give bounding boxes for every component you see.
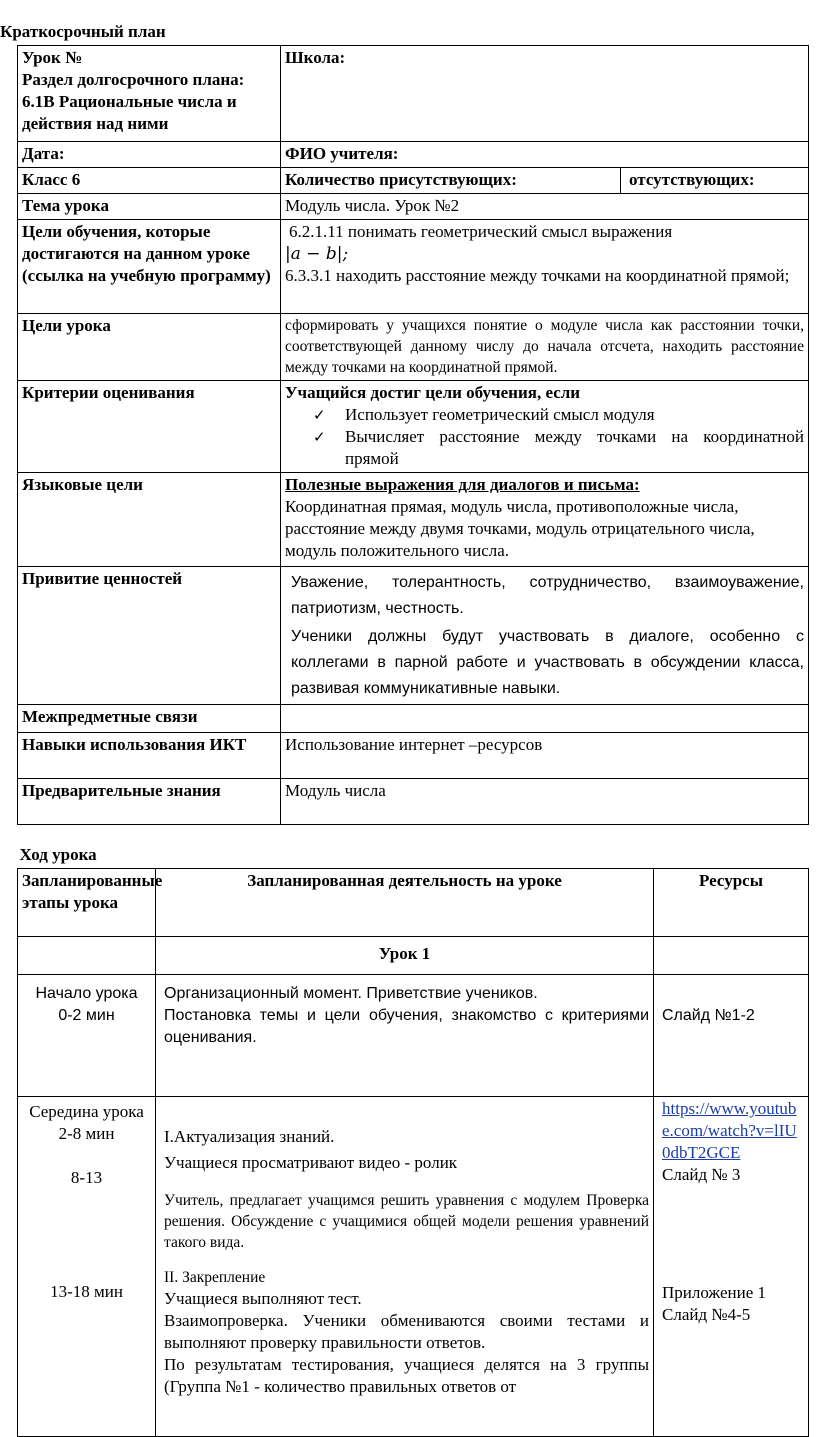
cross-label: Межпредметные связи	[18, 705, 281, 733]
values-label: Привитие ценностей	[18, 567, 281, 705]
table-row	[18, 142, 809, 168]
mid-activity-6: Взаимопроверка. Ученики обмениваются своими тестами и выполняют проверку правильности ответов.	[164, 1311, 649, 1352]
start-activity-1: Организационный момент. Приветствие учеников.	[164, 985, 538, 1002]
lang-text: Координатная прямая, модуль числа, противоположные числа, расстояние между двумя точками, модуль отрицательного числа, модуль положительного числа.	[285, 497, 755, 560]
page-title: Краткосрочный план	[0, 22, 166, 41]
lesson-section-cell	[18, 46, 281, 142]
goal-1: 6.2.1.11 понимать геометрический смысл выражения	[289, 222, 673, 241]
table-row	[18, 473, 809, 567]
lang-head: Полезные выражения для диалогов и письма:	[285, 475, 640, 494]
present-field: Количество присутствующих:	[281, 168, 621, 194]
goal-2: 6.3.3.1 находить расстояние между точками на координатной прямой;	[285, 266, 790, 285]
table-row	[18, 733, 809, 779]
lang-label: Языковые цели	[18, 473, 281, 567]
mid-stage: Середина урока	[29, 1102, 144, 1121]
table-row	[18, 843, 809, 869]
table-row	[18, 975, 809, 1097]
lesson-goals-label: Цели урока	[18, 314, 281, 381]
mid-resource-2: Приложение 1	[662, 1283, 766, 1302]
col-resources-header: Ресурсы	[654, 869, 809, 937]
mid-resources-cell	[654, 1097, 809, 1437]
video-link[interactable]: https://www.youtube.com/watch?v=lIU0dbT2GCE	[662, 1099, 797, 1162]
mid-resource-3: Слайд №4-5	[662, 1305, 751, 1324]
topic-label: Тема урока	[18, 194, 281, 220]
criteria-item: ✓ Вычисляет расстояние между точками на координатной прямой	[313, 427, 804, 468]
table-row	[18, 869, 809, 937]
start-resources: Слайд №1-2	[654, 975, 809, 1097]
mid-activity-5: Учащиеся выполняют тест.	[164, 1289, 362, 1308]
mid-activity-7: По результатам тестирования, учащиеся делятся на 3 группы (Группа №1 - количество правильных ответов от	[164, 1355, 649, 1396]
mid-activity-4: II. Закрепление	[164, 1269, 266, 1286]
cross-value	[281, 705, 809, 733]
teacher-field: ФИО учителя:	[281, 142, 809, 168]
mid-time-3: 13-18 мин	[50, 1282, 123, 1301]
absent-field: отсутствующих:	[621, 168, 809, 194]
values-text-2: Ученики должны будут участвовать в диалоге, особенно с коллегами в парной работе и участвовать в обсуждении класса, развивая коммуникативные навыки.	[291, 628, 804, 697]
criteria-label: Критерии оценивания	[18, 381, 281, 473]
check-icon: ✓	[313, 406, 326, 424]
table-row	[18, 220, 809, 314]
course-table	[17, 843, 809, 1437]
table-row	[18, 567, 809, 705]
lesson-number: Урок №	[22, 48, 83, 67]
goals-value	[281, 220, 809, 314]
mid-activity-3: Учитель, предлагает учащимся решить уравнения с модулем Проверка решения. Обсуждение с учащимися общей модели решения уравнений такого вида.	[164, 1192, 649, 1251]
start-stage-cell	[18, 975, 156, 1097]
date-field: Дата:	[18, 142, 281, 168]
table-row	[18, 168, 809, 194]
table-row	[18, 314, 809, 381]
empty-cell	[654, 937, 809, 975]
prior-label: Предварительные знания	[18, 779, 281, 825]
ict-value: Использование интернет –ресурсов	[281, 733, 809, 779]
mid-stage-cell	[18, 1097, 156, 1437]
goals-label: Цели обучения, которые достигаются на данном уроке (ссылка на учебную программу)	[18, 220, 281, 314]
section-name: Раздел долгосрочного плана: 6.1В Рациональные числа и действия над ними	[22, 70, 245, 133]
lesson-heading: Урок 1	[156, 937, 654, 975]
criteria-head: Учащийся достиг цели обучения, если	[285, 383, 581, 402]
table-row	[18, 46, 809, 142]
table-row	[18, 705, 809, 733]
topic-value: Модуль числа. Урок №2	[281, 194, 809, 220]
prior-value: Модуль числа	[281, 779, 809, 825]
col-stages-header: Запланированные этапы урока	[18, 869, 156, 937]
mid-activity-2: Учащиеся просматривают видео - ролик	[164, 1153, 458, 1172]
table-row	[18, 381, 809, 473]
criteria-value	[281, 381, 809, 473]
table-row	[18, 937, 809, 975]
values-value	[281, 567, 809, 705]
start-activity-2: Постановка темы и цели обучения, знакомство с критериями оценивания.	[164, 1007, 649, 1046]
table-row	[18, 194, 809, 220]
check-icon: ✓	[313, 428, 326, 446]
mid-activity-cell	[156, 1097, 654, 1437]
school-field: Школа:	[281, 46, 809, 142]
table-row	[18, 779, 809, 825]
table-row	[18, 1097, 809, 1437]
col-activity-header: Запланированная деятельность на уроке	[156, 869, 654, 937]
criteria-item: ✓ Использует геометрический смысл модуля	[313, 405, 655, 424]
plan-table	[17, 45, 809, 825]
mid-resource-1: Слайд № 3	[662, 1165, 741, 1184]
course-title: Ход урока	[18, 843, 809, 869]
grade-field: Класс 6	[18, 168, 281, 194]
start-stage: Начало урока	[35, 985, 138, 1002]
start-time: 0-2 мин	[58, 1007, 115, 1024]
mid-activity-1: I.Актуализация знаний.	[164, 1127, 335, 1146]
ict-label: Навыки использования ИКТ	[18, 733, 281, 779]
mid-time-2: 8-13	[70, 1168, 103, 1187]
lang-value	[281, 473, 809, 567]
lesson-goals-value: сформировать у учащихся понятие о модуле числа как расстоянии точки, соответствующей данному числу до начала отсчета, находить расстояние между точками на координатной прямой.	[281, 314, 809, 381]
start-activity-cell	[156, 975, 654, 1097]
empty-cell	[18, 937, 156, 975]
goal-1-formula: |a − b|;	[285, 244, 349, 264]
mid-time-1: 2-8 мин	[58, 1124, 115, 1143]
values-text-1: Уважение, толерантность, сотрудничество, взаимоуважение, патриотизм, честность.	[291, 574, 804, 617]
